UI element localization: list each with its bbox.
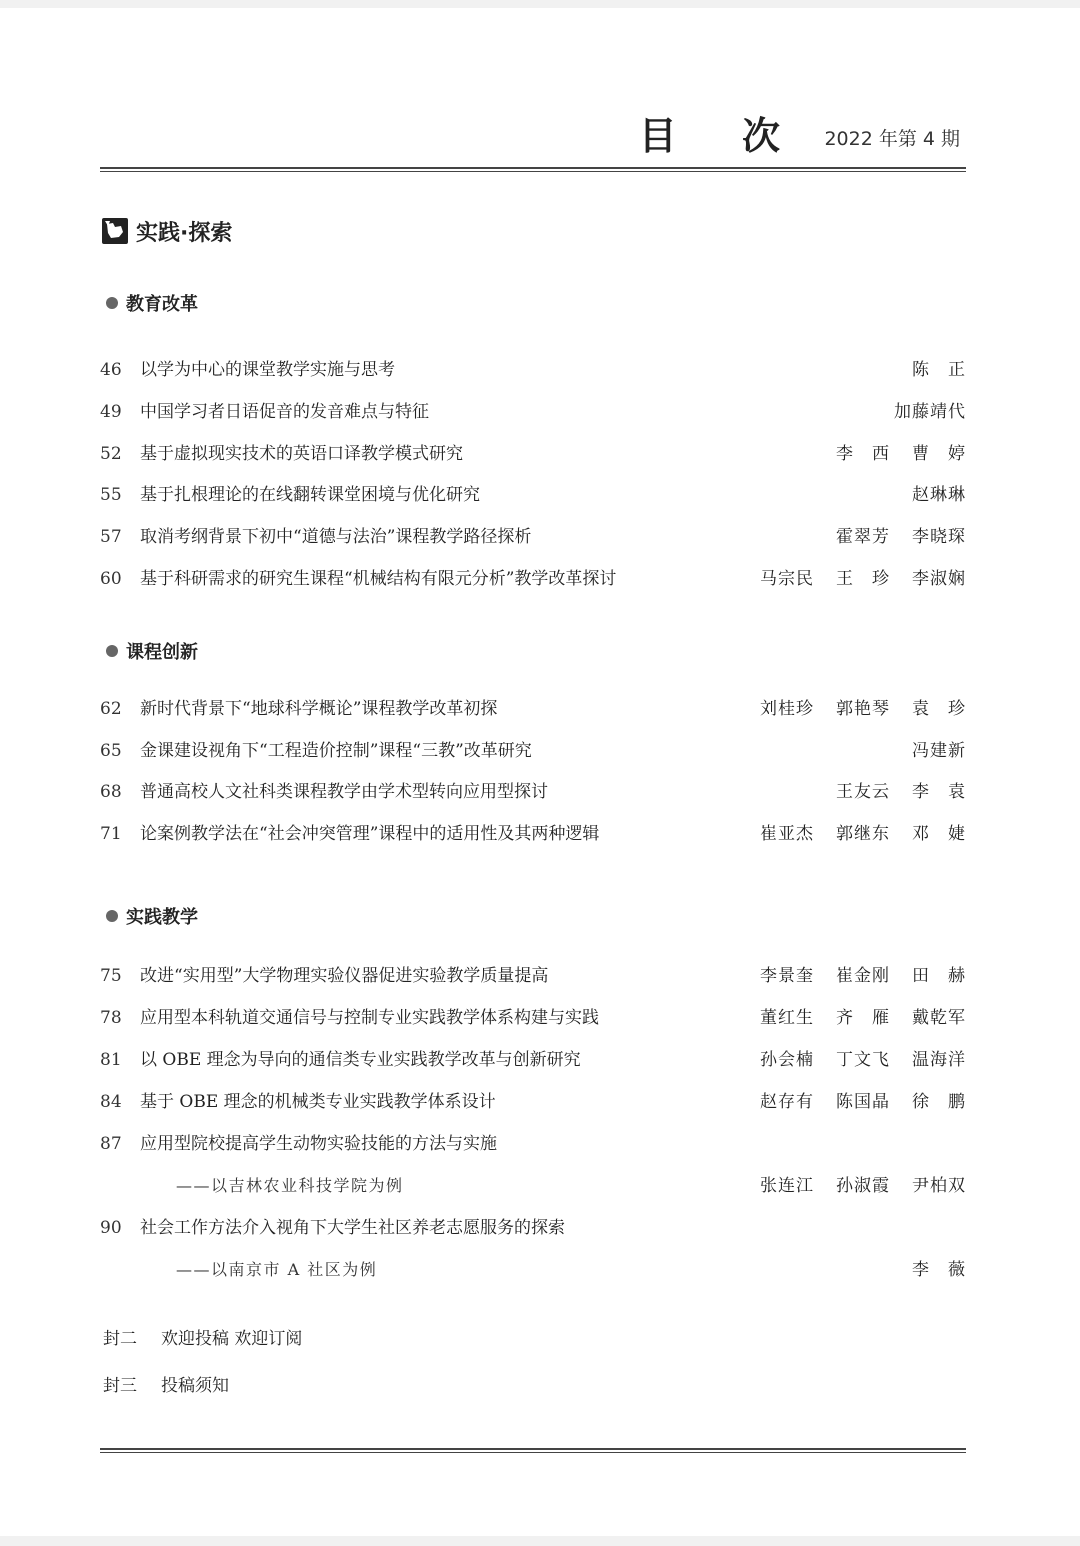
section-title: 实践教学	[126, 907, 198, 928]
author-name: 崔金刚	[836, 966, 890, 986]
toc-entry[interactable]	[100, 1046, 966, 1074]
article-subtitle: ——以南京市 A 社区为例	[176, 1260, 378, 1279]
author-name: 孙会楠	[760, 1050, 814, 1070]
page-number: 57	[100, 527, 122, 547]
author-list	[872, 398, 966, 426]
article-subtitle: ——以吉林农业科技学院为例	[176, 1176, 404, 1195]
toc-entry[interactable]	[100, 820, 966, 848]
column-heading	[102, 214, 232, 248]
author-list	[814, 778, 966, 806]
page-number: 62	[100, 699, 122, 719]
article-title[interactable]: 中国学习者日语促音的发音难点与特征	[140, 402, 429, 422]
author-list	[890, 481, 966, 509]
author-name: 陈国晶	[836, 1092, 890, 1112]
author-name: 陈 正	[912, 360, 966, 380]
author-name: 赵存有	[760, 1092, 814, 1112]
author-name: 冯建新	[912, 741, 966, 761]
section-heading	[106, 290, 198, 316]
page-number: 60	[100, 569, 122, 589]
article-title[interactable]: 应用型院校提高学生动物实验技能的方法与实施	[140, 1134, 497, 1154]
page-number: 90	[100, 1218, 122, 1238]
toc-entry[interactable]	[100, 398, 966, 426]
toc-entry[interactable]	[100, 481, 966, 509]
page-number: 65	[100, 741, 122, 761]
author-name: 尹柏双	[912, 1176, 966, 1196]
toc-entry[interactable]	[100, 523, 966, 551]
author-list	[890, 1256, 966, 1284]
bullet-dot-icon	[106, 645, 118, 657]
author-name: 田 赫	[912, 966, 966, 986]
author-name: 徐 鹏	[912, 1092, 966, 1112]
footer-rule	[100, 1448, 966, 1453]
section-heading	[106, 638, 198, 664]
author-name: 李晓琛	[912, 527, 966, 547]
article-title[interactable]: 基于扎根理论的在线翻转课堂困境与优化研究	[140, 485, 480, 505]
page-number: 75	[100, 966, 122, 986]
author-name: 邓 婕	[912, 824, 966, 844]
author-name: 李 薇	[912, 1260, 966, 1280]
page-number: 87	[100, 1134, 122, 1154]
article-title[interactable]: 普通高校人文社科类课程教学由学术型转向应用型探讨	[140, 782, 548, 802]
page-title: 目 次	[638, 113, 806, 158]
article-title[interactable]: 基于虚拟现实技术的英语口译教学模式研究	[140, 444, 463, 464]
author-list	[738, 820, 966, 848]
cover-label: 封三	[103, 1376, 137, 1396]
toc-header	[100, 112, 966, 160]
toc-entry[interactable]	[100, 962, 966, 990]
toc-entry[interactable]	[100, 737, 966, 765]
author-name: 袁 珍	[912, 699, 966, 719]
pen-nib-icon	[102, 218, 128, 244]
page-number: 78	[100, 1008, 122, 1028]
column-title: 实践·探索	[136, 220, 233, 246]
author-name: 李景奎	[760, 966, 814, 986]
cover-note[interactable]	[103, 1325, 302, 1353]
author-list	[814, 440, 966, 468]
bullet-dot-icon	[106, 910, 118, 922]
article-title[interactable]: 基于 OBE 理念的机械类专业实践教学体系设计	[140, 1092, 496, 1112]
section-title: 教育改革	[126, 294, 198, 315]
author-name: 戴乾军	[912, 1008, 966, 1028]
article-title[interactable]: 改进“实用型”大学物理实验仪器促进实验教学质量提高	[140, 966, 549, 986]
author-name: 王 珍	[836, 569, 890, 589]
author-name: 李淑娴	[912, 569, 966, 589]
author-name: 霍翠芳	[836, 527, 890, 547]
author-name: 加藤靖代	[894, 402, 966, 422]
page-number: 71	[100, 824, 122, 844]
author-name: 张连江	[760, 1176, 814, 1196]
header-rule	[100, 167, 966, 172]
author-list	[890, 356, 966, 384]
article-title[interactable]: 金课建设视角下“工程造价控制”课程“三教”改革研究	[140, 741, 532, 761]
author-name: 董红生	[760, 1008, 814, 1028]
page-number: 55	[100, 485, 122, 505]
page-number: 46	[100, 360, 122, 380]
cover-label: 封二	[103, 1329, 137, 1349]
author-name: 崔亚杰	[760, 824, 814, 844]
author-name: 齐 雁	[836, 1008, 890, 1028]
page-number: 52	[100, 444, 122, 464]
page-number: 84	[100, 1092, 122, 1112]
toc-entry[interactable]	[100, 356, 966, 384]
article-title[interactable]: 社会工作方法介入视角下大学生社区养老志愿服务的探索	[140, 1218, 565, 1238]
author-list	[814, 523, 966, 551]
article-title[interactable]: 取消考纲背景下初中“道德与法治”课程教学路径探析	[140, 527, 532, 547]
author-name: 赵琳琳	[912, 485, 966, 505]
author-list	[890, 737, 966, 765]
author-list	[738, 565, 966, 593]
toc-entry[interactable]	[100, 1214, 966, 1242]
cover-text: 投稿须知	[161, 1376, 229, 1396]
page-number: 49	[100, 402, 122, 422]
author-list	[738, 962, 966, 990]
author-list	[738, 1046, 966, 1074]
section-heading	[106, 903, 198, 929]
author-name: 李 袁	[912, 782, 966, 802]
cover-text: 欢迎投稿 欢迎订阅	[161, 1329, 303, 1349]
issue-label: 2022 年第 4 期	[824, 128, 960, 150]
author-list	[738, 1088, 966, 1116]
toc-entry[interactable]	[100, 565, 966, 593]
toc-entry[interactable]	[100, 778, 966, 806]
article-title[interactable]: 应用型本科轨道交通信号与控制专业实践教学体系构建与实践	[140, 1008, 599, 1028]
page-number: 81	[100, 1050, 122, 1070]
toc-entry[interactable]	[100, 1004, 966, 1032]
author-name: 马宗民	[760, 569, 814, 589]
author-name: 孙淑霞	[836, 1176, 890, 1196]
author-name: 郭继东	[836, 824, 890, 844]
author-list	[738, 1172, 966, 1200]
author-name: 郭艳琴	[836, 699, 890, 719]
author-name: 曹 婷	[912, 444, 966, 464]
author-name: 李 西	[836, 444, 890, 464]
author-name: 王友云	[836, 782, 890, 802]
author-list	[738, 1004, 966, 1032]
toc-entry[interactable]	[100, 695, 966, 723]
toc-entry[interactable]	[100, 1088, 966, 1116]
article-title[interactable]: 基于科研需求的研究生课程“机械结构有限元分析”教学改革探讨	[140, 569, 617, 589]
article-title[interactable]: 论案例教学法在“社会冲突管理”课程中的适用性及其两种逻辑	[140, 824, 600, 844]
bullet-dot-icon	[106, 297, 118, 309]
author-name: 刘桂珍	[760, 699, 814, 719]
toc-entry[interactable]	[100, 440, 966, 468]
toc-entry-subtitle	[100, 1172, 966, 1200]
author-name: 温海洋	[912, 1050, 966, 1070]
section-title: 课程创新	[126, 642, 198, 663]
article-title[interactable]: 以学为中心的课堂教学实施与思考	[140, 360, 395, 380]
article-title[interactable]: 新时代背景下“地球科学概论”课程教学改革初探	[140, 699, 498, 719]
author-list	[738, 695, 966, 723]
author-name: 丁文飞	[836, 1050, 890, 1070]
cover-note[interactable]	[103, 1372, 229, 1400]
article-title[interactable]: 以 OBE 理念为导向的通信类专业实践教学改革与创新研究	[140, 1050, 581, 1070]
page-bottom-edge	[0, 1536, 1080, 1546]
toc-entry[interactable]	[100, 1130, 966, 1158]
toc-entry-subtitle	[100, 1256, 966, 1284]
page-top-edge	[0, 0, 1080, 8]
page-number: 68	[100, 782, 122, 802]
